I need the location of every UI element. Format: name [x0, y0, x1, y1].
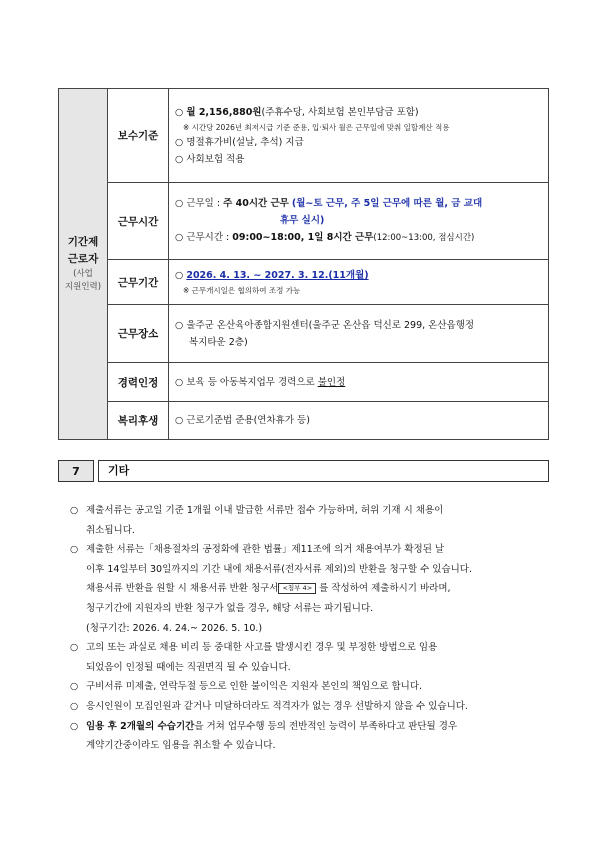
row-content-time [169, 183, 549, 260]
table-row [59, 260, 549, 305]
employment-conditions-table [58, 88, 549, 440]
bullet: ○ [175, 270, 184, 281]
item5-line1: 응시인원이 모집인원과 같거나 미달하더라도 적격자가 없는 경우 선발하지 않을 수 있습니다. [86, 700, 468, 712]
work-hours-label: 근무시간 : [186, 232, 230, 243]
probation-period: 임용 후 2개월의 수습기간 [86, 720, 195, 732]
bullet: ○ [175, 136, 184, 148]
bullet: ○ [70, 544, 79, 556]
item1-line2: 취소됩니다. [86, 524, 135, 536]
row-content-pay [169, 89, 549, 183]
row-label-time: 근무시간 [108, 183, 169, 260]
category-label-2: 근로자 [67, 253, 99, 265]
bullet: ○ [175, 153, 184, 165]
attachment-badge: <첨부 4> [278, 583, 316, 594]
row-content-career [169, 363, 549, 402]
work-hours: 09:00~18:00, 1일 8시간 근무 [232, 232, 374, 243]
row-content-period [169, 260, 549, 305]
pay-amount: 월 2,156,880원 [186, 106, 262, 118]
period-note: ※ 근무개시일은 협의하여 조정 가능 [183, 286, 301, 295]
shift-detail-cont: 휴무 실시) [280, 215, 325, 226]
workday-label: 근무일 : [186, 198, 221, 209]
pay-amount-detail: (주휴수당, 사회보험 본인부담금 포함) [261, 106, 419, 118]
category-sub-1: (사업 [73, 269, 93, 279]
item2-line3b: 를 작성하여 제출하시기 바라며, [319, 583, 451, 595]
section-header [58, 460, 549, 482]
section-number: 7 [58, 460, 94, 482]
work-place-cont: 복지타운 2층) [189, 336, 248, 348]
bullet: ○ [175, 376, 184, 388]
row-label-period: 근무기간 [108, 260, 169, 305]
lunch-time: (12:00~13:00, 점심시간) [373, 233, 475, 243]
row-label-career: 경력인정 [108, 363, 169, 402]
item2-line5: (청구기간: 2026. 4. 24.~ 2026. 5. 10.) [86, 622, 263, 634]
bullet: ○ [70, 642, 79, 654]
row-label-welfare: 복리후생 [108, 402, 169, 440]
item4-line1: 구비서류 미제출, 연락두절 등으로 인한 불이익은 지원자 본인의 책임으로 합니다. [86, 681, 423, 693]
row-label-pay: 보수기준 [108, 89, 169, 183]
table-row [59, 305, 549, 363]
bullet: ○ [175, 198, 184, 209]
table-row [59, 89, 549, 183]
item2-line3a: 채용서류 반환을 원할 시 채용서류 반환 청구서 [86, 583, 279, 595]
work-period: 2026. 4. 13. ~ 2027. 3. 12.(11개월) [186, 270, 369, 281]
table-row [59, 363, 549, 402]
bullet: ○ [175, 415, 184, 426]
notes-list [70, 501, 550, 756]
list-item [70, 540, 550, 638]
item3-line1: 고의 또는 과실로 채용 비리 등 중대한 사고를 발생시킨 경우 및 부정한 방법으로 임용 [86, 642, 438, 654]
bullet: ○ [175, 232, 184, 243]
item2-line1: 제출한 서류는「채용절차의 공정화에 관한 법률」제11조에 의거 채용여부가 확정된 날 [86, 544, 445, 556]
bullet: ○ [70, 720, 79, 732]
item6-line1: 을 거쳐 업무수행 등의 전반적인 능력이 부족하다고 판단될 경우 [194, 720, 458, 732]
item2-line2: 이후 14일부터 30일까지의 기간 내에 채용서류(전자서류 제외)의 반환을 청구할 수 있습니다. [86, 563, 473, 575]
welfare-text: 근로기준법 준용(연차휴가 등) [186, 415, 310, 426]
bullet: ○ [70, 505, 79, 516]
category-label-1: 기간제 [67, 236, 99, 248]
category-cell [59, 89, 108, 440]
pay-note: ※ 시간당 2026년 최저시급 기준 준용, 입·퇴사 월은 근무일에 맞춰 일할계산 적용 [183, 122, 450, 132]
shift-detail: (월~토 근무, 주 5일 근무에 따른 월, 금 교대 [291, 198, 483, 209]
item3-line2: 되었음이 인정될 때에는 직권면직 될 수 있습니다. [86, 661, 291, 673]
list-item [70, 501, 550, 540]
list-item [70, 697, 550, 717]
bullet: ○ [70, 700, 79, 712]
work-place: 울주군 온산육아종합지원센터(울주군 온산읍 덕신로 299, 온산읍행정 [186, 319, 475, 331]
table-row [59, 183, 549, 260]
list-item [70, 677, 550, 697]
career-result: 불인정 [317, 376, 346, 388]
social-insurance: 사회보험 적용 [186, 153, 245, 165]
row-content-place [169, 305, 549, 363]
section-title: 기타 [98, 460, 549, 482]
bullet: ○ [175, 319, 184, 331]
category-sub-2: 지원인력) [64, 282, 102, 292]
item6-line2: 계약기간중이라도 임용을 취소할 수 있습니다. [86, 740, 276, 752]
bullet: ○ [70, 681, 79, 693]
item2-line4: 청구기간에 지원자의 반환 청구가 없을 경우, 해당 서류는 파기됩니다. [86, 602, 374, 614]
list-item [70, 638, 550, 677]
row-content-welfare [169, 402, 549, 440]
item1-line1: 제출서류는 공고일 기준 1개월 이내 발급한 서류만 접수 가능하며, 허위 기재 시 채용이 [86, 505, 444, 516]
bullet: ○ [175, 106, 184, 118]
row-label-place: 근무장소 [108, 305, 169, 363]
weekly-hours: 주 40시간 근무 [223, 198, 289, 209]
career-text: 보육 등 아동복지업무 경력으로 [186, 376, 318, 388]
list-item [70, 717, 550, 756]
holiday-bonus: 명절휴가비(설날, 추석) 지급 [186, 136, 304, 148]
table-row [59, 402, 549, 440]
